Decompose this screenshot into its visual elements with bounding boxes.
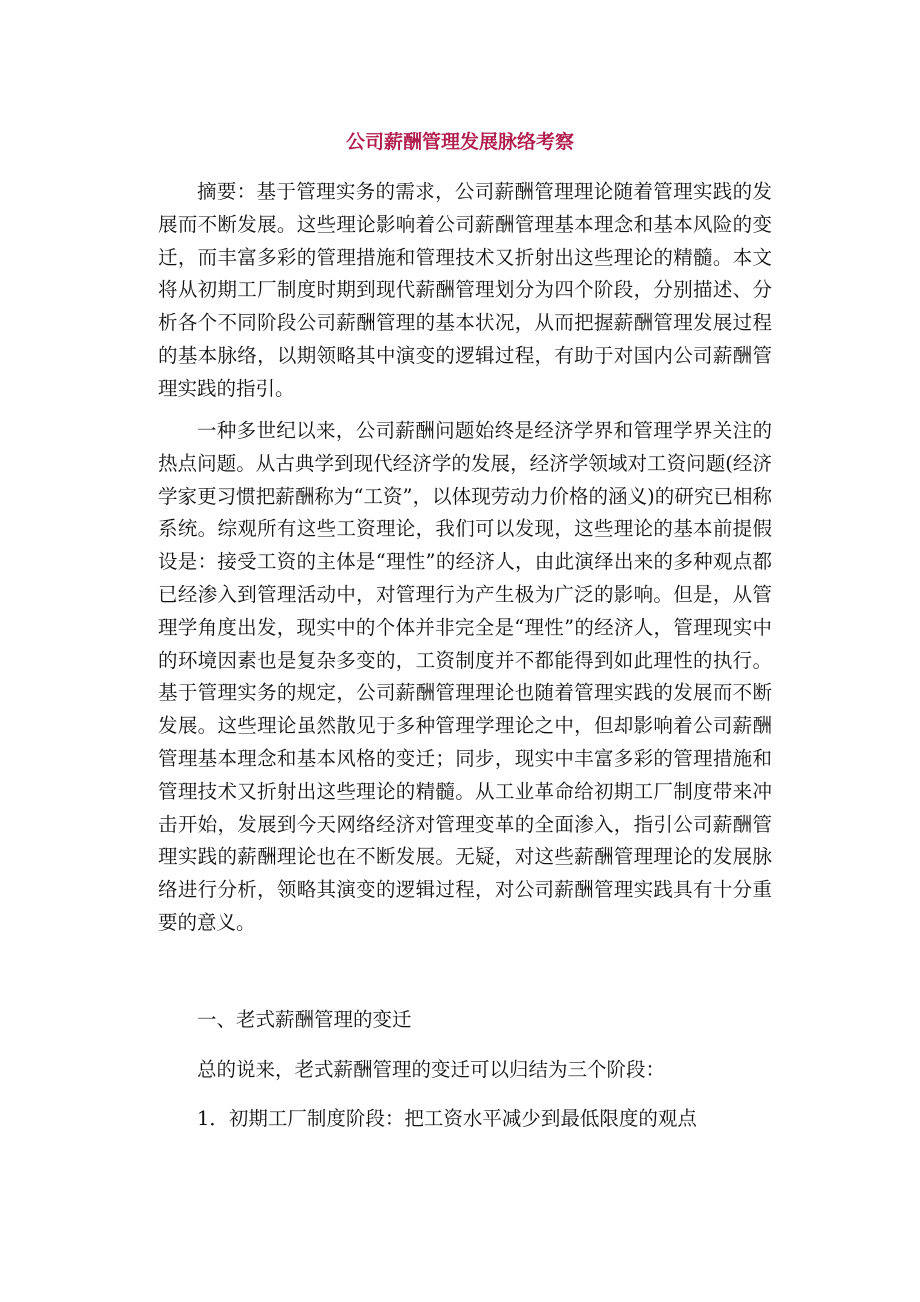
abstract-block bbox=[158, 176, 772, 406]
section-summary: 总的说来，老式薪酬管理的变迁可以归结为三个阶段： bbox=[197, 1058, 666, 1081]
abstract-paragraph: 摘要：基于管理实务的需求，公司薪酬管理理论随着管理实践的发展而不断发展。这些理论影响着公司薪酬管理基本理念和基本风险的变迁，而丰富多彩的管理措施和管理技术又折射出这些理论的精髓。本文将从初期工厂制度时期到现代薪酬管理划分为四个阶段，分别描述、分析各个不同阶段公司薪酬管理的基本状况，从而把握薪酬管理发展过程的基本脉络，以期领略其中演变的逻辑过程，有助于对国内公司薪酬管理实践的指引。 bbox=[158, 180, 772, 400]
document-title: 公司薪酬管理发展脉络考察 bbox=[345, 131, 574, 153]
intro-paragraph: 一种多世纪以来，公司薪酬问题始终是经济学界和管理学界关注的热点问题。从古典学到现代经济学的发展，经济学领域对工资问题(经济学家更习惯把薪酬称为“工资”，以体现劳动力价格的涵义)的研究已相称系统。综观所有这些工资理论，我们可以发现，这些理论的基本前提假设是：接受工资的主体是“理性”的经济人，由此演绎出来的多种观点都已经渗入到管理活动中，对管理行为产生极为广泛的影响。但是，从管理学角度出发，现实中的个体并非完全是“理性”的经济人，管理现实中的环境因素也是复杂多变的，工资制度并不都能得到如此理性的执行。基于管理实务的规定，公司薪酬管理理论也随着管理实践的发展而不断发展。这些理论虽然散见于多种管理学理论之中，但却影响着公司薪酬管理基本理念和基本风格的变迁；同步，现实中丰富多彩的管理措施和管理技术又折射出这些理论的精髓。从工业革命给初期工厂制度带来冲击开始，发展到今天网络经济对管理变革的全面渗入，指引公司薪酬管理实践的薪酬理论也在不断发展。无疑，对这些薪酬管理理论的发展脉络进行分析，领略其演变的逻辑过程，对公司薪酬管理实践具有十分重要的意义。 bbox=[158, 419, 772, 934]
intro-block bbox=[158, 415, 772, 940]
section-heading: 一、老式薪酬管理的变迁 bbox=[197, 1008, 412, 1031]
subsection-heading: 1．初期工厂制度阶段：把工资水平减少到最低限度的观点 bbox=[197, 1107, 697, 1130]
